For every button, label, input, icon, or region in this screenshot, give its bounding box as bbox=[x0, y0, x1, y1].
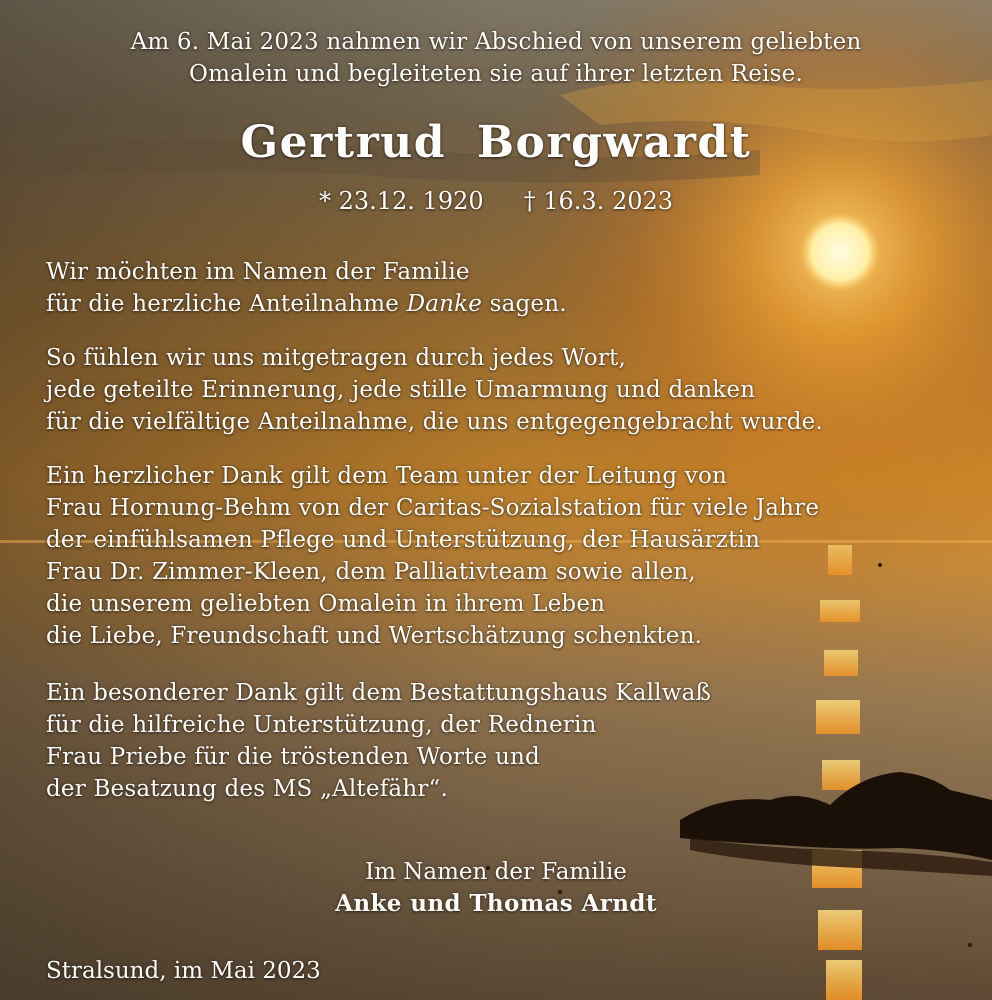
thanks-paragraph-4 bbox=[46, 677, 946, 805]
emphasis-danke: Danke bbox=[406, 291, 483, 317]
intro-text bbox=[0, 26, 992, 90]
text-line bbox=[46, 288, 946, 320]
signature bbox=[0, 856, 992, 920]
signature-names: Anke und Thomas Arndt bbox=[335, 890, 657, 917]
place-date: Stralsund, im Mai 2023 bbox=[46, 958, 321, 984]
death-date: † 16.3. 2023 bbox=[523, 187, 674, 215]
intro-line: Omalein und begleiteten sie auf ihrer letzten Reise. bbox=[189, 61, 803, 87]
text-line: der einfühlsamen Pflege und Unterstützung, der Hausärztin bbox=[46, 527, 761, 553]
text-line: Frau Dr. Zimmer-Kleen, dem Palliativteam sowie allen, bbox=[46, 559, 696, 585]
text-line: die Liebe, Freundschaft und Wertschätzung schenkten. bbox=[46, 623, 703, 649]
text-segment: sagen. bbox=[482, 291, 567, 317]
life-dates bbox=[0, 187, 992, 215]
text-line: Ein besonderer Dank gilt dem Bestattungshaus Kallwaß bbox=[46, 680, 712, 706]
thanks-paragraph-1 bbox=[46, 256, 946, 320]
thanks-paragraph-2 bbox=[46, 342, 946, 438]
text-line: Wir möchten im Namen der Familie bbox=[46, 259, 470, 285]
text-line: Frau Priebe für die tröstenden Worte und bbox=[46, 744, 540, 770]
birth-date: * 23.12. 1920 bbox=[318, 187, 484, 215]
text-line: So fühlen wir uns mitgetragen durch jedes Wort, bbox=[46, 345, 626, 371]
text-line: jede geteilte Erinnerung, jede stille Umarmung und danken bbox=[46, 377, 756, 403]
signature-line: Im Namen der Familie bbox=[365, 859, 627, 885]
text-line: für die hilfreiche Unterstützung, der Rednerin bbox=[46, 712, 597, 738]
thanks-paragraph-3 bbox=[46, 460, 946, 652]
text-line: Ein herzlicher Dank gilt dem Team unter der Leitung von bbox=[46, 463, 728, 489]
last-name: Borgwardt bbox=[476, 117, 752, 168]
text-line: Frau Hornung-Behm von der Caritas-Sozialstation für viele Jahre bbox=[46, 495, 820, 521]
text-line: für die vielfältige Anteilnahme, die uns entgegengebracht wurde. bbox=[46, 409, 823, 435]
text-line: der Besatzung des MS „Altefähr“. bbox=[46, 776, 448, 802]
text-line: die unserem geliebten Omalein in ihrem Leben bbox=[46, 591, 606, 617]
first-name: Gertrud bbox=[240, 117, 447, 168]
intro-line: Am 6. Mai 2023 nahmen wir Abschied von unserem geliebten bbox=[130, 29, 862, 55]
deceased-name bbox=[0, 117, 992, 168]
text-segment: für die herzliche Anteilnahme bbox=[46, 291, 407, 317]
